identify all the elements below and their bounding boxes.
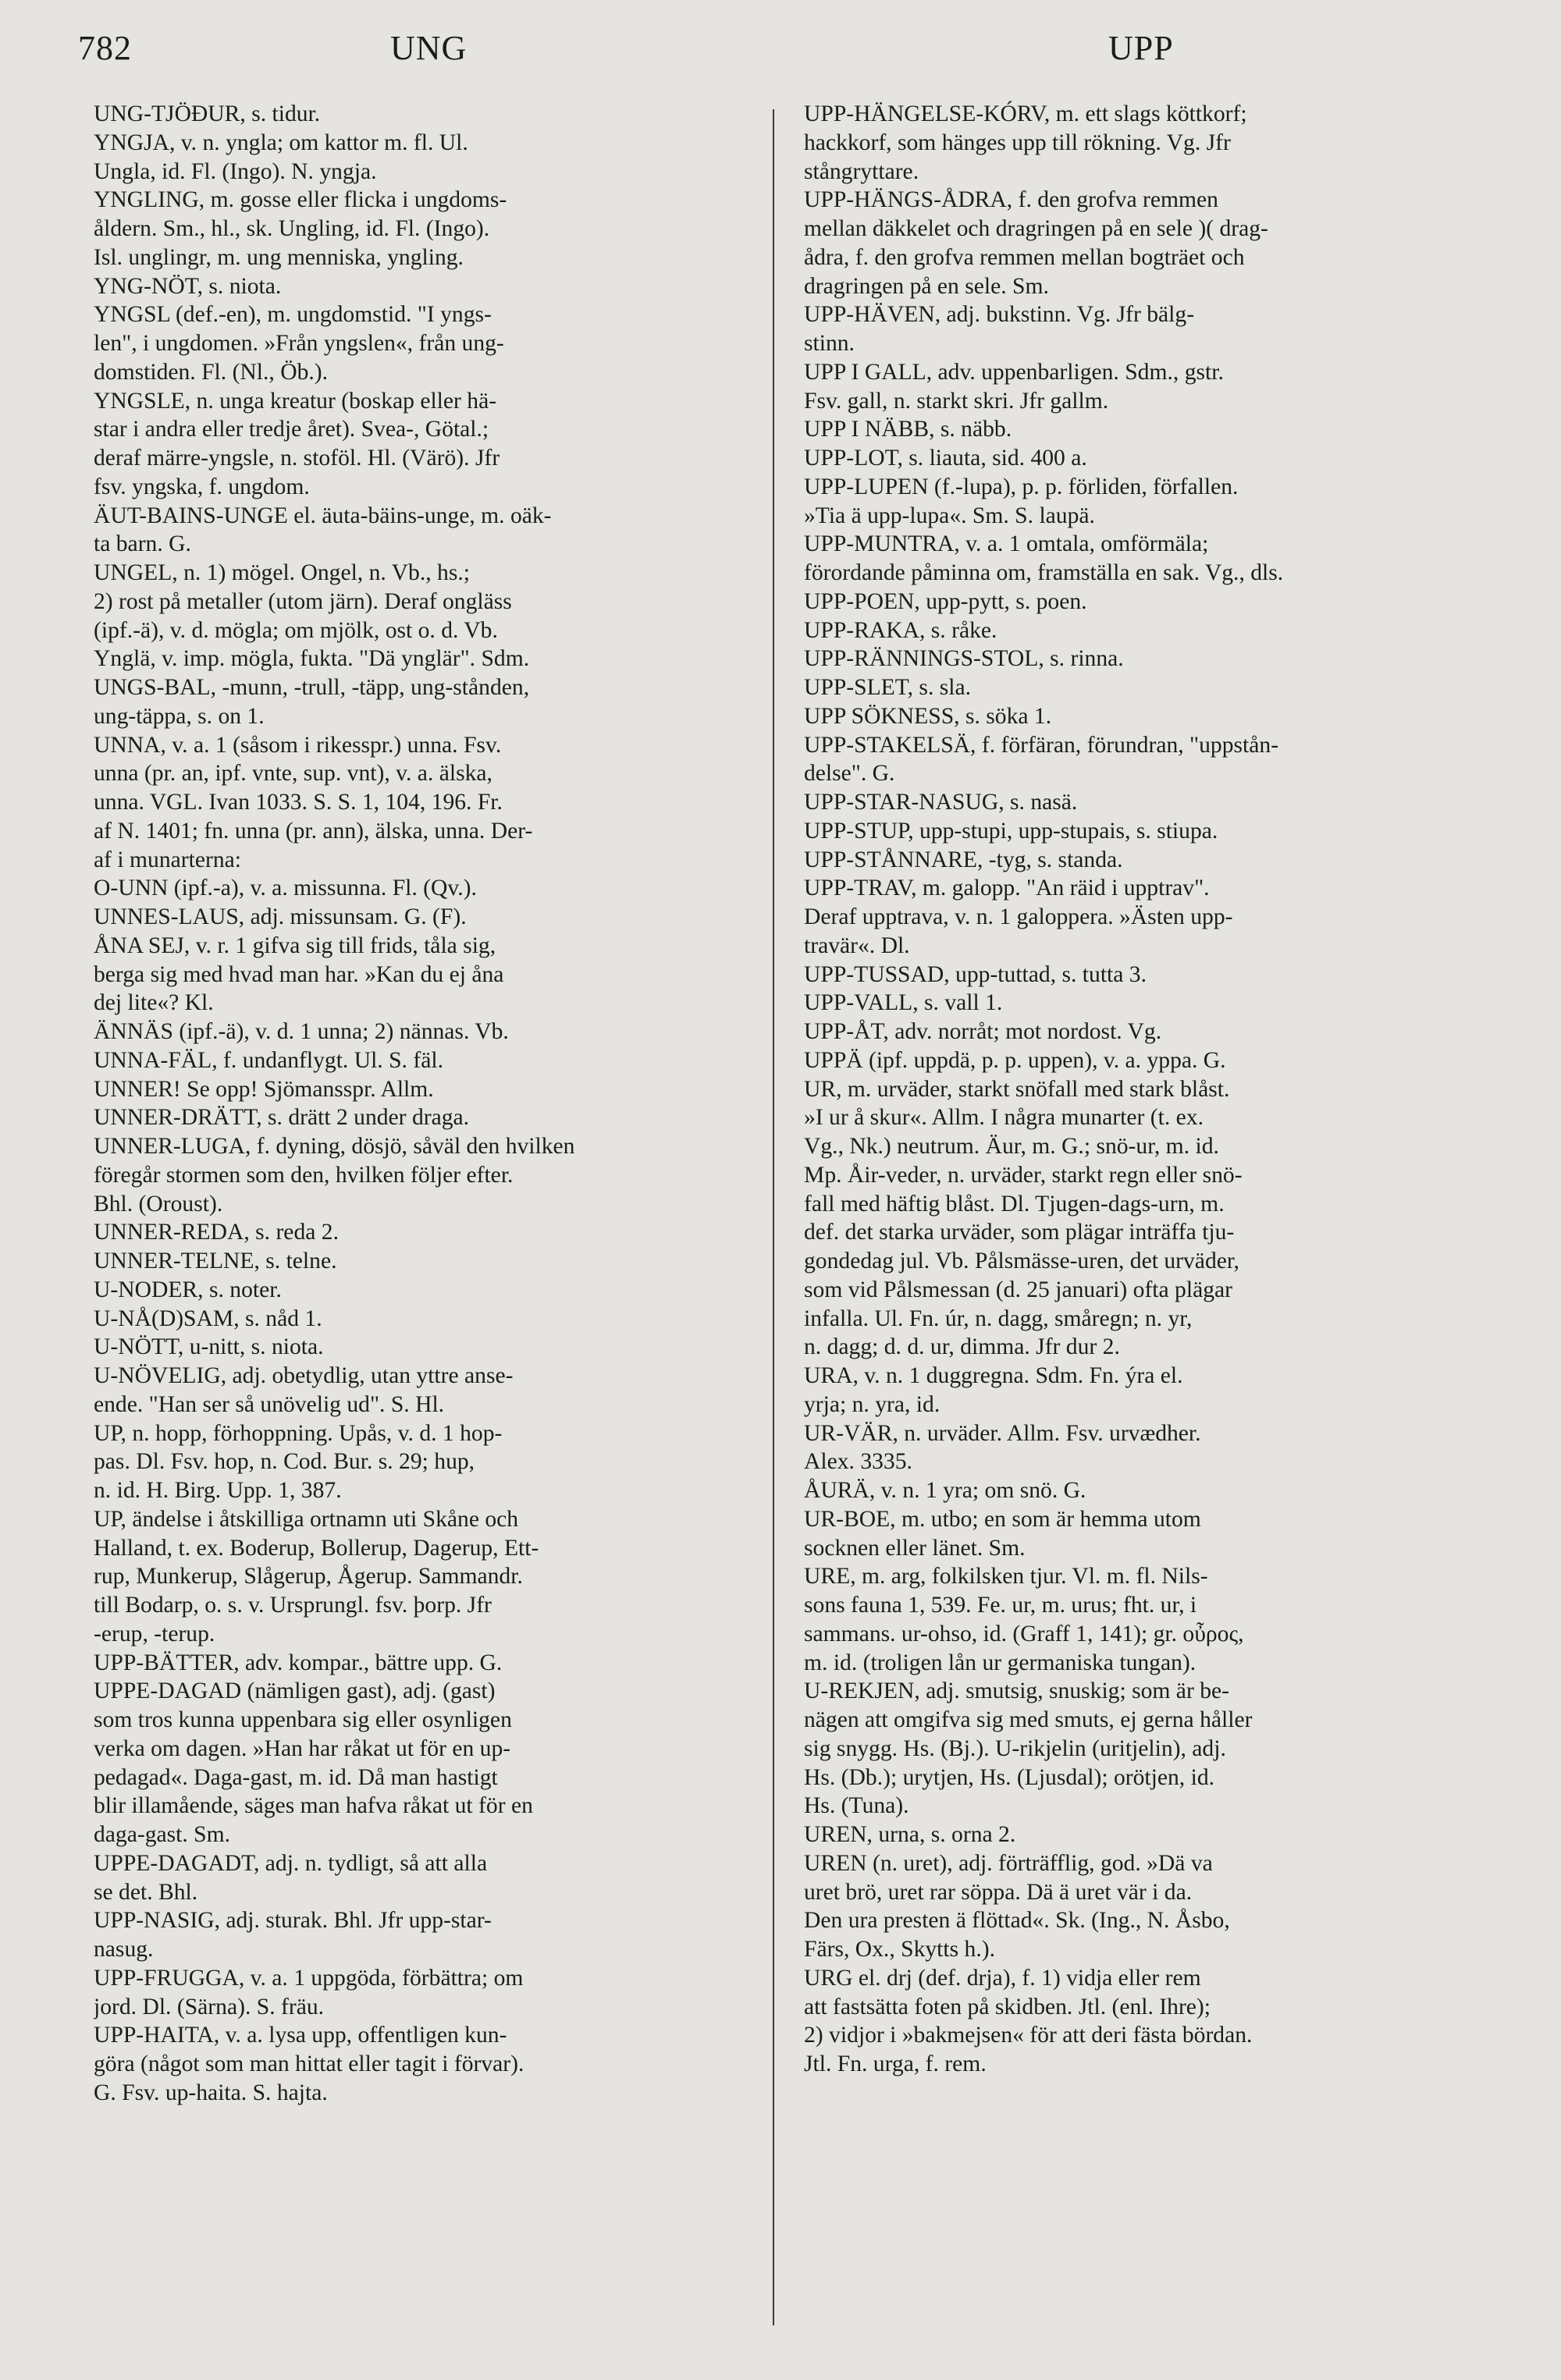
entry-line: uret brö, uret rar söppa. Dä ä uret vär i da.: [804, 1879, 1193, 1905]
entry-line: UPP-HÄVEN, adj. bukstinn. Vg. Jfr bälg-: [804, 302, 1195, 328]
entry-line: föregår stormen som den, hvilken följer efter.: [94, 1162, 514, 1188]
entry-line: UPPE-DAGAD (nämligen gast), adj. (gast): [94, 1678, 496, 1704]
entry-line: UPP-STUP, upp-stupi, upp-stupais, s. stiupa.: [804, 818, 1218, 844]
entry-line: 2) vidjor i »bakmejsen« för att deri fästa bördan.: [804, 2023, 1253, 2048]
entry-line: UR, m. urväder, starkt snöfall med stark blåst.: [804, 1076, 1230, 1102]
entry-line: dragringen på en sele. Sm.: [804, 273, 1049, 299]
entry-line: åldern. Sm., hl., sk. Ungling, id. Fl. (Ingo).: [94, 216, 490, 241]
entry-line: att fastsätta foten på skidben. Jtl. (enl. Ihre);: [804, 1994, 1211, 2019]
entry-line: UPPÄ (ipf. uppdä, p. p. uppen), v. a. yppa. G.: [804, 1047, 1226, 1073]
entry-line: ta barn. G.: [94, 531, 191, 557]
entry-line: Hs. (Db.); urytjen, Hs. (Ljusdal); orötjen, id.: [804, 1764, 1215, 1790]
entry-line: YNGJA, v. n. yngla; om kattor m. fl. Ul.: [94, 130, 468, 155]
entry-line: UPP I GALL, adv. uppenbarligen. Sdm., gstr.: [804, 359, 1224, 385]
entry-line: UPP-SLET, s. sla.: [804, 675, 972, 700]
entry-line: UPP-NASIG, adj. sturak. Bhl. Jfr upp-star-: [94, 1908, 492, 1934]
entry-line: af N. 1401; fn. unna (pr. ann), älska, unna. Der-: [94, 818, 533, 844]
entry-line: URA, v. n. 1 duggregna. Sdm. Fn. ýra el.: [804, 1363, 1183, 1388]
entry-line: Ynglä, v. imp. mögla, fukta. "Dä ynglär". Sdm.: [94, 646, 530, 672]
left-column: [94, 100, 743, 2108]
entry-line: af i munarterna:: [94, 847, 241, 872]
right-column: [804, 100, 1461, 2079]
entry-line: UNNER-DRÄTT, s. drätt 2 under draga.: [94, 1105, 470, 1131]
entry-line: förordande påminna om, framställa en sak. Vg., dls.: [804, 560, 1284, 585]
entry-line: Isl. unglingr, m. ung menniska, yngling.: [94, 244, 464, 270]
entry-line: Halland, t. ex. Boderup, Bollerup, Dagerup, Ett-: [94, 1535, 539, 1561]
entry-line: ÅURÄ, v. n. 1 yra; om snö. G.: [804, 1478, 1086, 1503]
entry-line: Bhl. (Oroust).: [94, 1191, 223, 1217]
entry-line: UPP-POEN, upp-pytt, s. poen.: [804, 588, 1087, 614]
entry-line: UPP-LOT, s. liauta, sid. 400 a.: [804, 446, 1087, 471]
entry-line: Jtl. Fn. urga, f. rem.: [804, 2051, 987, 2076]
entry-line: ung-täppa, s. on 1.: [94, 703, 265, 729]
running-head-left: UNG: [390, 29, 468, 67]
entry-line: ådra, f. den grofva remmen mellan bogträet och: [804, 244, 1245, 270]
entry-line: unna (pr. an, ipf. vnte, sup. vnt), v. a. älska,: [94, 761, 492, 787]
entry-line: YNGSL (def.-en), m. ungdomstid. "I yngs-: [94, 302, 492, 328]
entry-line: ende. "Han ser så unövelig ud". S. Hl.: [94, 1391, 445, 1417]
entry-line: unna. VGL. Ivan 1033. S. S. 1, 104, 196. Fr.: [94, 790, 503, 815]
entry-line: -erup, -terup.: [94, 1621, 215, 1646]
entry-line: UPP-TUSSAD, upp-tuttad, s. tutta 3.: [804, 961, 1147, 987]
entry-line: nägen att omgifva sig med smuts, ej gerna håller: [804, 1707, 1253, 1732]
column-divider: [773, 109, 774, 2325]
entry-line: U-NÅ(D)SAM, s. nåd 1.: [94, 1305, 322, 1331]
entry-line: UPP-TRAV, m. galopp. "An räid i upptrav".: [804, 876, 1210, 901]
entry-line: star i andra eller tredje året). Svea-, Götal.;: [94, 417, 489, 442]
entry-line: (ipf.-ä), v. d. mögla; om mjölk, ost o. d. Vb.: [94, 617, 498, 643]
entry-line: sons fauna 1, 539. Fe. ur, m. urus; fht. ur, i: [804, 1593, 1197, 1618]
entry-line: URE, m. arg, folkilsken tjur. Vl. m. fl. Nils-: [804, 1564, 1208, 1590]
entry-line: UPP-RÄNNINGS-STOL, s. rinna.: [804, 646, 1124, 672]
entry-line: yrja; n. yra, id.: [804, 1391, 941, 1417]
entry-line: som tros kunna uppenbara sig eller osynligen: [94, 1707, 512, 1732]
entry-line: »I ur å skur«. Allm. I några munarter (t. ex.: [804, 1105, 1204, 1131]
entry-line: UPP-HÄNGELSE-KÓRV, m. ett slags köttkorf;: [804, 101, 1247, 126]
entry-line: göra (något som man hittat eller tagit i förvar).: [94, 2051, 524, 2076]
entry-line: ÄUT-BAINS-UNGE el. äuta-bäins-unge, m. oäk-: [94, 503, 552, 528]
entry-line: UNNER-TELNE, s. telne.: [94, 1249, 337, 1273]
entry-line: UNGEL, n. 1) mögel. Ongel, n. Vb., hs.;: [94, 560, 470, 585]
entry-line: nasug.: [94, 1937, 154, 1962]
entry-line: stångryttare.: [804, 158, 919, 184]
entry-line: verka om dagen. »Han har råkat ut för en up-: [94, 1735, 511, 1761]
entry-line: O-UNN (ipf.-a), v. a. missunna. Fl. (Qv.).: [94, 876, 477, 901]
entry-line: UNNA-FÄL, f. undanflygt. Ul. S. fäl.: [94, 1047, 443, 1073]
entry-line: travär«. Dl.: [804, 932, 910, 958]
entry-line: UPP-STAR-NASUG, s. nasä.: [804, 790, 1078, 815]
entry-line: Deraf upptrava, v. n. 1 galoppera. »Ästen upp-: [804, 904, 1233, 929]
entry-line: G. Fsv. up-haita. S. hajta.: [94, 2080, 328, 2105]
entry-line: Fsv. gall, n. starkt skri. Jfr gallm.: [804, 388, 1109, 414]
entry-line: U-NODER, s. noter.: [94, 1277, 282, 1302]
entry-line: mellan däkkelet och dragringen på en sele )( drag-: [804, 216, 1268, 241]
entry-line: UREN, urna, s. orna 2.: [804, 1822, 1016, 1847]
entry-line: Hs. (Tuna).: [804, 1793, 909, 1819]
entry-line: UPP SÖKNESS, s. söka 1.: [804, 703, 1052, 729]
entry-line: pedagad«. Daga-gast, m. id. Då man hastigt: [94, 1764, 498, 1790]
entry-line: Alex. 3335.: [804, 1449, 912, 1475]
entry-line: fall med häftig blåst. Dl. Tjugen-dags-urn, m.: [804, 1191, 1225, 1217]
entry-line: deraf märre-yngsle, n. stoföl. Hl. (Värö). Jfr: [94, 446, 500, 471]
entry-line: UP, n. hopp, förhoppning. Upås, v. d. 1 hop-: [94, 1420, 503, 1446]
entry-line: delse". G.: [804, 761, 895, 787]
entry-line: def. det starka urväder, som plägar inträffa tju-: [804, 1220, 1235, 1245]
entry-line: berga sig med hvad man har. »Kan du ej åna: [94, 961, 504, 987]
entry-line: sammans. ur-ohso, id. (Graff 1, 141); gr. οὖρος,: [804, 1621, 1244, 1646]
entry-line: »Tia ä upp-lupa«. Sm. S. laupä.: [804, 503, 1095, 528]
entry-line: UNG-TJÖÐUR, s. tidur.: [94, 101, 321, 126]
entry-line: till Bodarp, o. s. v. Ursprungl. fsv. þorp. Jfr: [94, 1593, 492, 1618]
entry-line: U-REKJEN, adj. smutsig, snuskig; som är be-: [804, 1678, 1229, 1704]
entry-line: stinn.: [804, 331, 855, 356]
entry-line: Färs, Ox., Skytts h.).: [804, 1937, 995, 1962]
entry-line: UNNER-LUGA, f. dyning, dösjö, såväl den hvilken: [94, 1134, 575, 1159]
entry-line: YNG-NÖT, s. niota.: [94, 273, 282, 299]
entry-line: UR-VÄR, n. urväder. Allm. Fsv. urvædher.: [804, 1420, 1201, 1446]
entry-line: daga-gast. Sm.: [94, 1822, 231, 1847]
entry-line: UREN (n. uret), adj. förträfflig, god. »Dä va: [804, 1850, 1213, 1876]
entry-line: Mp. Åir-veder, n. urväder, starkt regn eller snö-: [804, 1162, 1243, 1188]
entry-line: ÅNA SEJ, v. r. 1 gifva sig till frids, tåla sig,: [94, 932, 496, 958]
entry-line: domstiden. Fl. (Nl., Öb.).: [94, 359, 329, 385]
entry-line: UPP-LUPEN (f.-lupa), p. p. förliden, förfallen.: [804, 474, 1239, 499]
entry-line: som vid Pålsmessan (d. 25 januari) ofta plägar: [804, 1277, 1233, 1302]
entry-line: se det. Bhl.: [94, 1879, 198, 1905]
entry-line: U-NÖTT, u-nitt, s. niota.: [94, 1334, 324, 1360]
entry-line: UNNA, v. a. 1 (såsom i rikesspr.) unna. Fsv.: [94, 732, 502, 758]
entry-line: hackkorf, som hänges upp till rökning. Vg. Jfr: [804, 130, 1231, 155]
entry-line: UNGS-BAL, -munn, -trull, -täpp, ung-stånden,: [94, 675, 530, 700]
entry-line: gondedag jul. Vb. Pålsmässe-uren, det urväder,: [804, 1249, 1239, 1273]
entry-line: len", i ungdomen. »Från yngslen«, från ung-: [94, 331, 504, 356]
entry-line: ÄNNÄS (ipf.-ä), v. d. 1 unna; 2) nännas. Vb.: [94, 1019, 509, 1044]
entry-line: UPP-ÅT, adv. norråt; mot nordost. Vg.: [804, 1019, 1162, 1044]
entry-line: rup, Munkerup, Slågerup, Ågerup. Sammandr.: [94, 1564, 523, 1590]
entry-line: U-NÖVELIG, adj. obetydlig, utan yttre anse-: [94, 1363, 514, 1388]
entry-line: fsv. yngska, f. ungdom.: [94, 474, 310, 499]
page-number: 782: [78, 29, 132, 67]
entry-line: UPPE-DAGADT, adj. n. tydligt, så att alla: [94, 1850, 488, 1876]
entry-line: pas. Dl. Fsv. hop, n. Cod. Bur. s. 29; hup,: [94, 1449, 475, 1475]
entry-line: UPP I NÄBB, s. näbb.: [804, 417, 1012, 442]
entry-line: jord. Dl. (Särna). S. fräu.: [94, 1994, 325, 2019]
entry-line: sig snygg. Hs. (Bj.). U-rikjelin (uritjelin), adj.: [804, 1735, 1226, 1761]
entry-line: blir illamående, säges man hafva råkat ut för en: [94, 1793, 533, 1819]
entry-line: Den ura presten ä flöttad«. Sk. (Ing., N. Åsbo,: [804, 1908, 1230, 1934]
entry-line: UPP-RAKA, s. råke.: [804, 617, 997, 643]
entry-line: UPP-STAKELSÄ, f. förfäran, förundran, "uppstån-: [804, 732, 1279, 758]
entry-line: Vg., Nk.) neutrum. Äur, m. G.; snö-ur, m. id.: [804, 1134, 1219, 1159]
entry-line: YNGSLE, n. unga kreatur (boskap eller hä-: [94, 388, 497, 414]
entry-line: 2) rost på metaller (utom järn). Deraf ongläss: [94, 588, 512, 614]
entry-line: m. id. (troligen lån ur germaniska tungan).: [804, 1650, 1197, 1675]
entry-line: UPP-FRUGGA, v. a. 1 uppgöda, förbättra; om: [94, 1965, 524, 1991]
entry-line: UP, ändelse i åtskilliga ortnamn uti Skåne och: [94, 1506, 519, 1532]
entry-line: UPP-HAITA, v. a. lysa upp, offentligen kun-: [94, 2023, 507, 2048]
entry-line: n. dagg; d. d. ur, dimma. Jfr dur 2.: [804, 1334, 1120, 1360]
running-head-right: UPP: [1108, 29, 1174, 67]
entry-line: socknen eller länet. Sm.: [804, 1535, 1026, 1561]
entry-line: UPP-STÅNNARE, -tyg, s. standa.: [804, 847, 1123, 872]
entry-line: dej lite«? Kl.: [94, 990, 214, 1016]
entry-line: UPP-VALL, s. vall 1.: [804, 990, 1003, 1016]
entry-line: n. id. H. Birg. Upp. 1, 387.: [94, 1478, 342, 1503]
entry-line: UPP-BÄTTER, adv. kompar., bättre upp. G.: [94, 1650, 503, 1675]
entry-line: UPP-MUNTRA, v. a. 1 omtala, omförmäla;: [804, 531, 1209, 557]
entry-line: infalla. Ul. Fn. úr, n. dagg, småregn; n. yr,: [804, 1305, 1193, 1331]
entry-line: UNNES-LAUS, adj. missunsam. G. (F).: [94, 904, 467, 929]
entry-line: UNNER-REDA, s. reda 2.: [94, 1220, 339, 1245]
entry-line: Ungla, id. Fl. (Ingo). N. yngja.: [94, 158, 377, 184]
entry-line: UPP-HÄNGS-ÅDRA, f. den grofva remmen: [804, 187, 1218, 213]
entry-line: URG el. drj (def. drja), f. 1) vidja eller rem: [804, 1965, 1201, 1991]
entry-line: UR-BOE, m. utbo; en som är hemma utom: [804, 1506, 1201, 1532]
entry-line: YNGLING, m. gosse eller flicka i ungdoms-: [94, 187, 507, 213]
entry-line: UNNER! Se opp! Sjömansspr. Allm.: [94, 1076, 434, 1102]
